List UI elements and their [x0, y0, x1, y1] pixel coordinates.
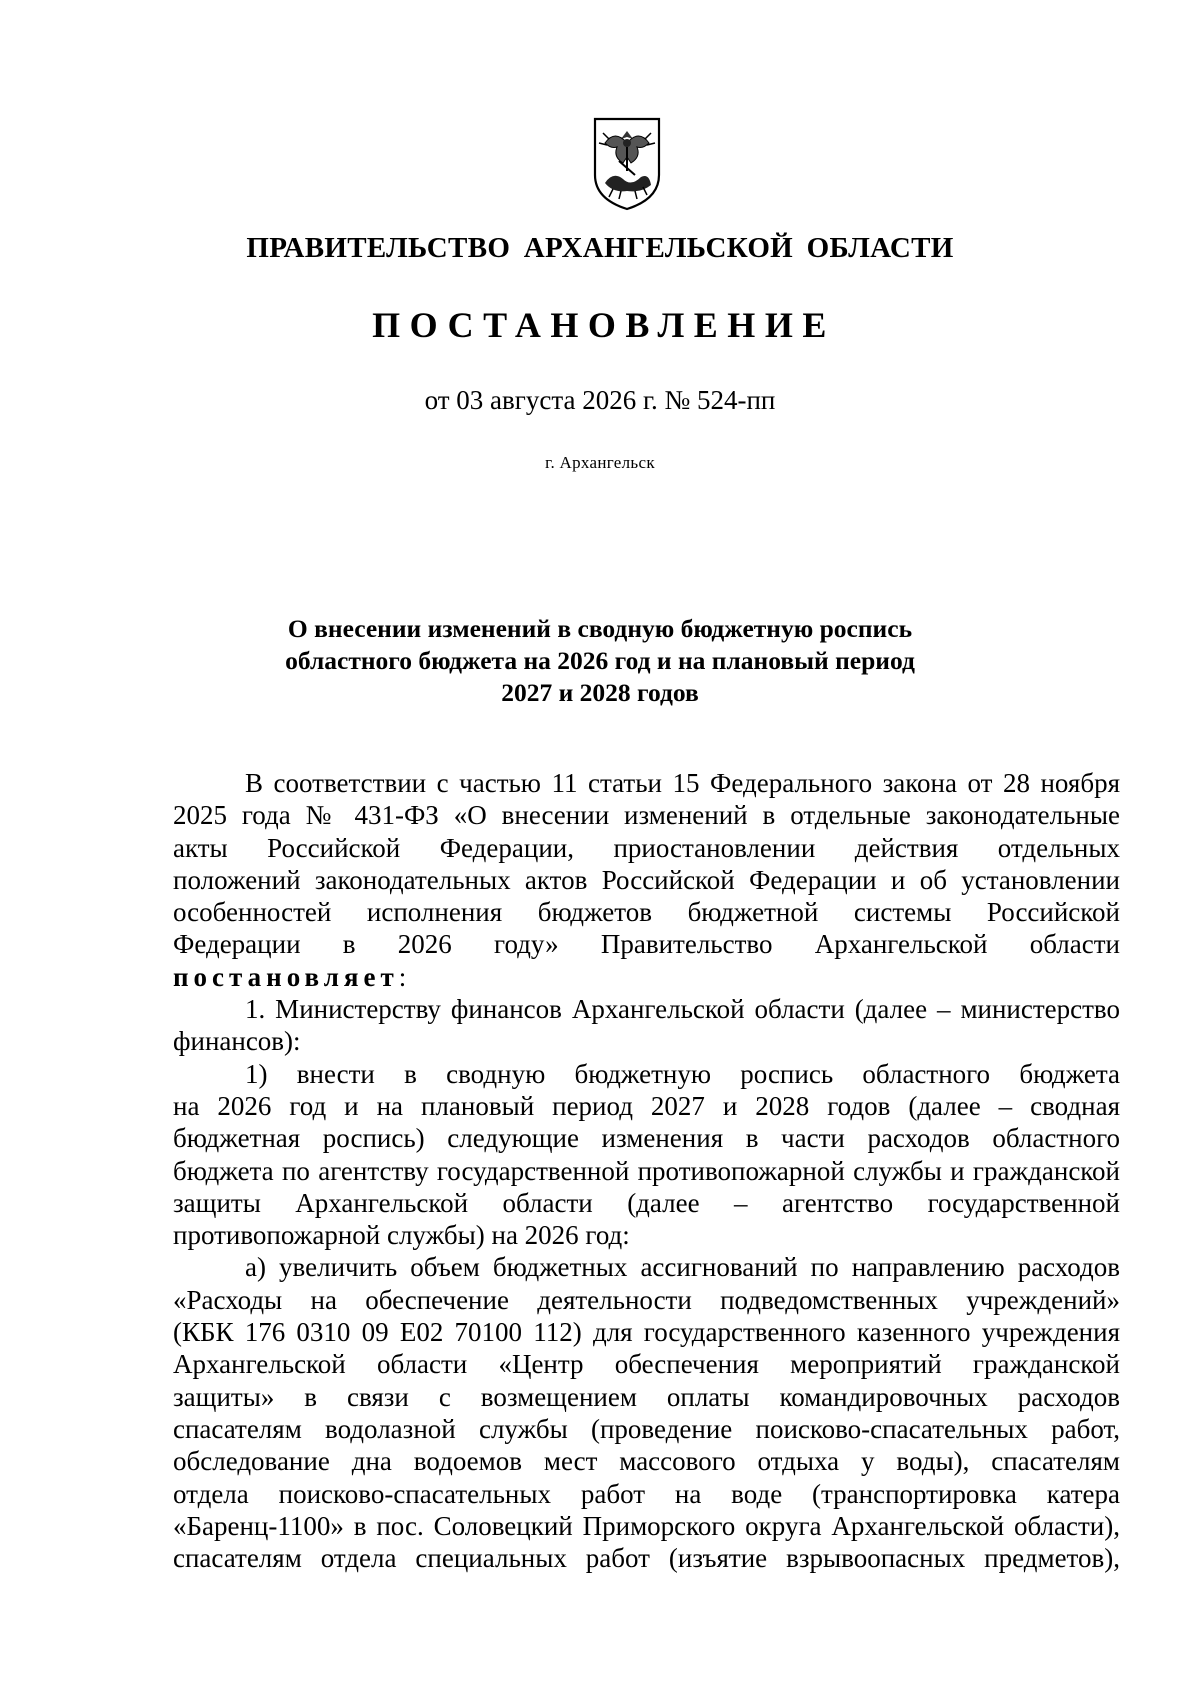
item1-line: финансов):	[173, 1026, 301, 1057]
item-a-line: Архангельской области «Центр обеспечения мероприятий гражданской	[173, 1349, 1120, 1380]
preamble-line: 2025 года № 431-ФЗ «О внесении изменений в отдельные законодательные	[173, 800, 1120, 831]
item-a-line: спасателям отдела специальных работ (изъятие взрывоопасных предметов),	[173, 1543, 1120, 1574]
document-subject	[0, 613, 1200, 709]
item1-1-line: противопожарной службы) на 2026 год:	[173, 1220, 630, 1251]
item1-1-line: бюджета по агентству государственной противопожарной службы и гражданской	[173, 1155, 1120, 1186]
preamble-line: Федерации в 2026 году» Правительство Архангельской области	[173, 929, 1120, 960]
item-a-line: отдела поисково-спасательных работ на воде (транспортировка катера	[173, 1478, 1120, 1509]
document-body	[173, 767, 1120, 1574]
decree-colon: :	[398, 961, 407, 992]
preamble-line: акты Российской Федерации, приостановлении действия отдельных	[173, 832, 1120, 863]
decree-word: постановляет	[173, 961, 399, 992]
document-type-heading: ПОСТАНОВЛЕНИЕ	[372, 305, 836, 345]
preamble-line: особенностей исполнения бюджетов бюджетной системы Российской	[173, 897, 1120, 928]
item-a-line: обследование дна водоемов мест массового отдыха у воды), спасателям	[173, 1446, 1120, 1477]
preamble-line: В соответствии с частью 11 статьи 15 Федерального закона от 28 ноября	[245, 768, 1120, 798]
item-a-line: а) увеличить объем бюджетных ассигнований по направлению расходов	[245, 1252, 1120, 1283]
organization-title: ПРАВИТЕЛЬСТВО АРХАНГЕЛЬСКОЙ ОБЛАСТИ	[246, 232, 954, 264]
subject-line: 2027 и 2028 годов	[501, 678, 699, 707]
document-date-number: от 03 августа 2026 г. № 524-пп	[424, 385, 776, 415]
item1-1-line: защиты Архангельской области (далее – агентство государственной	[173, 1187, 1120, 1218]
document-city: г. Архангельск	[545, 453, 655, 472]
item1-1-line: на 2026 год и на плановый период 2027 и 2028 годов (далее – сводная	[173, 1090, 1120, 1121]
item-a-line: защиты» в связи с возмещением оплаты командировочных расходов	[173, 1381, 1120, 1412]
item1-1-line: бюджетная роспись) следующие изменения в части расходов областного	[173, 1123, 1120, 1154]
subject-line: О внесении изменений в сводную бюджетную роспись	[287, 614, 913, 643]
item1-line: 1. Министерству финансов Архангельской области (далее – министерство	[245, 994, 1120, 1025]
decree-line	[173, 961, 1120, 993]
subject-line: областного бюджета на 2026 год и на плановый период	[285, 646, 915, 675]
item-a-line: «Расходы на обеспечение деятельности подведомственных учреждений»	[173, 1284, 1120, 1315]
item-a-line: «Баренц-1100» в пос. Соловецкий Приморского округа Архангельской области),	[173, 1510, 1120, 1541]
item-a-line: (КБК 176 0310 09 Е02 70100 112) для государственного казенного учреждения	[173, 1317, 1120, 1348]
arkhangelsk-coat-of-arms-icon	[591, 113, 663, 213]
item1-1-line: 1) внести в сводную бюджетную роспись областного бюджета	[245, 1058, 1120, 1089]
preamble-line: положений законодательных актов Российской Федерации и об установлении	[173, 864, 1120, 895]
item-a-line: спасателям водолазной службы (проведение поисково-спасательных работ,	[173, 1413, 1120, 1444]
